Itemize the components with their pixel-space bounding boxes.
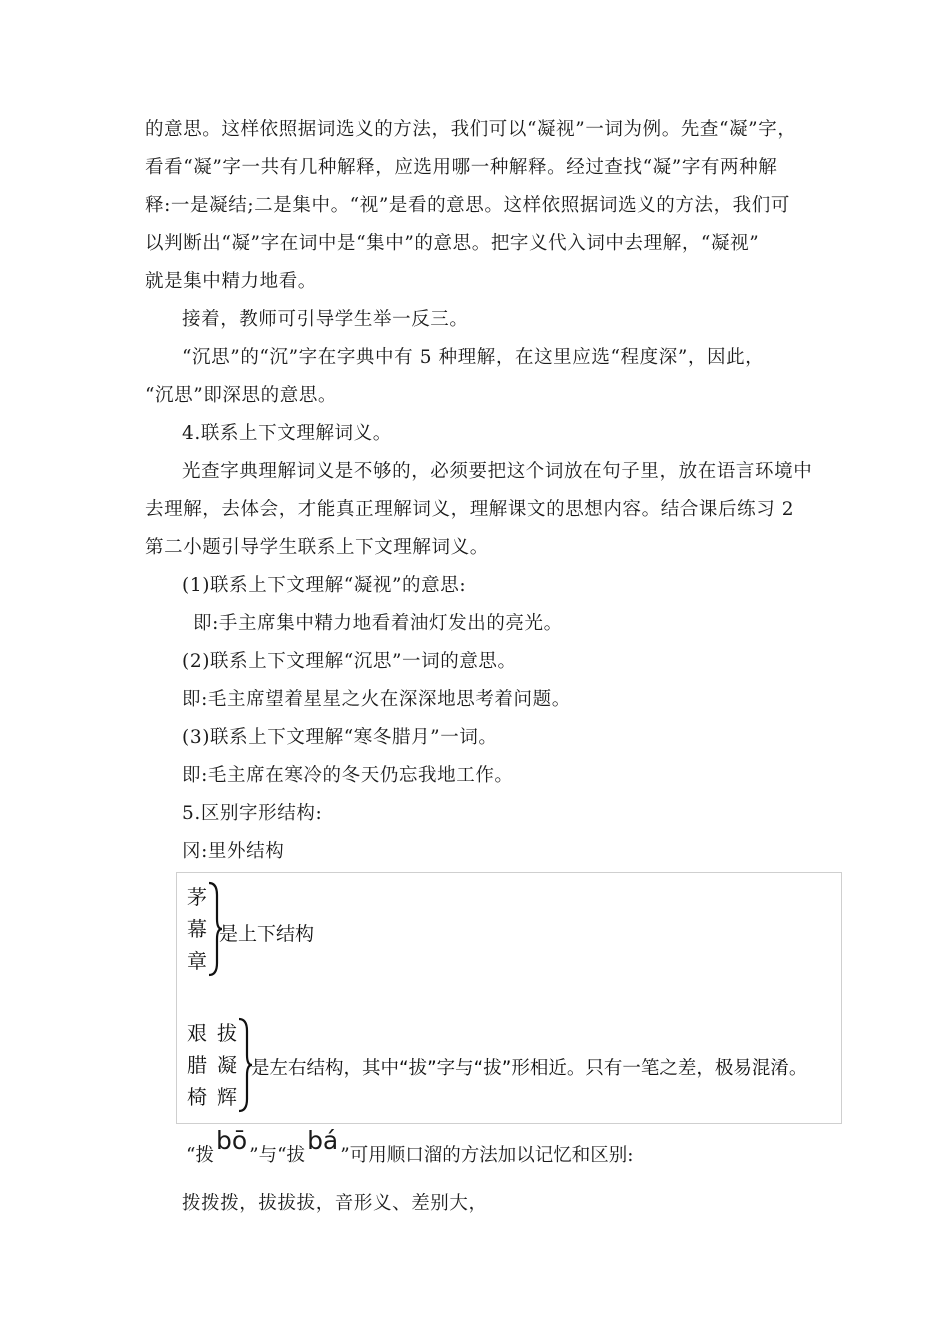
pinyin-text: ”与“拔 <box>249 1145 306 1166</box>
figure-char: 辉 <box>217 1085 237 1109</box>
paragraph-line: 光查字典理解词义是不够的，必须要把这个词放在句子里，放在语言环境中 <box>182 461 813 482</box>
pinyin-text: ”可用顺口溜的方法加以记忆和区别: <box>340 1145 634 1166</box>
section-heading-4: 4.联系上下文理解词义。 <box>182 423 392 444</box>
group1-chars <box>187 881 207 977</box>
paragraph-line: 释:一是凝结;二是集中。“视”是看的意思。这样依照据词选义的方法，我们可 <box>145 195 790 216</box>
list-item: (2)联系上下文理解“沉思”一词的意思。 <box>182 651 517 672</box>
list-item: (3)联系上下文理解“寒冬腊月”一词。 <box>182 727 498 748</box>
paragraph-line: 的意思。这样依照据词选义的方法，我们可以“凝视”一词为例。先查“凝”字， <box>145 119 797 140</box>
paragraph-line: 接着，教师可引导学生举一反三。 <box>182 309 469 330</box>
pinyin-comparison-line <box>186 1126 634 1182</box>
paragraph-line: 以判断出“凝”字在词中是“集中”的意思。把字义代入词中去理解，“凝视” <box>145 233 760 254</box>
list-item-answer: 即:毛主席在寒冷的冬天仍忘我地工作。 <box>182 765 514 786</box>
paragraph-line: “沉思”的“沉”字在字典中有 5 种理解，在这里应选“程度深”，因此， <box>182 347 765 368</box>
paragraph-line: 冈:里外结构 <box>182 841 285 862</box>
figure-char: 章 <box>187 949 207 973</box>
figure-char: 椅 <box>187 1085 207 1109</box>
group1-description: 是上下结构 <box>219 923 315 945</box>
figure-char: 腊 <box>187 1053 207 1077</box>
group2-col1 <box>187 1017 207 1113</box>
pinyin-bo: bō <box>215 1126 248 1155</box>
list-item-answer: 即:毛主席望着星星之火在深深地思考着问题。 <box>182 689 571 710</box>
paragraph-line: 去理解，去体会，才能真正理解词义，理解课文的思想内容。结合课后练习 2 <box>145 499 795 520</box>
paragraph-line: 第二小题引导学生联系上下文理解词义。 <box>145 537 489 558</box>
figure-char: 拔 <box>217 1021 237 1045</box>
figure-char: 艰 <box>187 1021 207 1045</box>
paragraph-line: 就是集中精力地看。 <box>145 271 317 292</box>
figure-char: 茅 <box>187 885 207 909</box>
pinyin-text: “拨 <box>186 1145 214 1166</box>
figure-char: 凝 <box>217 1053 237 1077</box>
paragraph-line: “沉思”即深思的意思。 <box>145 385 338 406</box>
pinyin-ba: bá <box>307 1126 339 1155</box>
list-item-answer: 即:手主席集中精力地看着油灯发出的亮光。 <box>193 613 563 634</box>
group2-description: 是左右结构，其中“拔”字与“拔”形相近。只有一笔之差，极易混淆。 <box>251 1058 808 1079</box>
list-item: (1)联系上下文理解“凝视”的意思: <box>182 575 467 596</box>
figure-char: 幕 <box>187 917 207 941</box>
paragraph-line: 看看“凝”字一共有几种解释，应选用哪一种解释。经过查找“凝”字有两种解 <box>145 157 778 178</box>
character-structure-figure <box>176 872 842 1124</box>
rhyme-line: 拨拨拨，拔拔拔，音形义、差别大， <box>182 1193 488 1214</box>
group2-col2 <box>217 1017 237 1113</box>
section-heading-5: 5.区别字形结构: <box>182 803 323 824</box>
